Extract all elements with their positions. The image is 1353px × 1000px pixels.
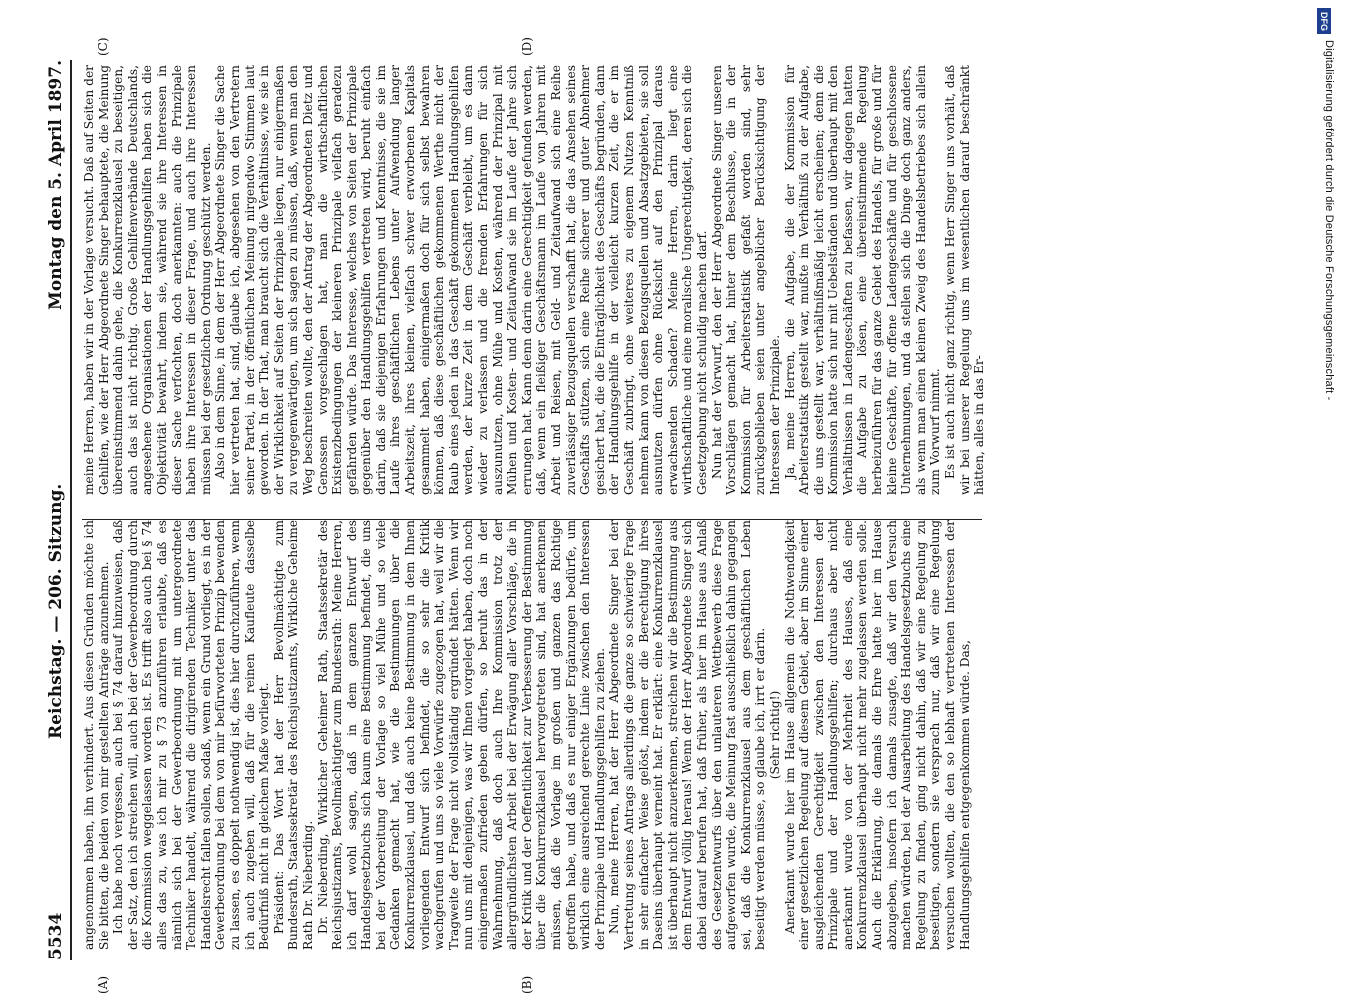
margin-marker-d: (D): [520, 37, 534, 56]
left-paragraph-4: Dr. Nieberding, Wirklicher Geheimer Rath, Staatssekretär des Reichsjustizamts, Bevollmächtigter zum Bundesrath: Meine Herren, ich darf wohl sagen, daß in dem ganzen Entwurf des Handelsgesetzbuchs sich kaum eine Bestimmung befindet, die uns bei der Vorbereitung der Vorlage so viel Mühe und so viele Gedanken gemacht hat, wie die Bestimmungen über die Konkurrenzklausel, und daß auch keine Bestimmung in dem Ihnen vorliegenden Entwurf sich befindet, die so sehr die Kritik wachgerufen und uns so viele Vorwürfe zugezogen hat, weil wir die Tragweite der Frage nicht vollständig ergründet hätten. Wenn wir nun uns mit denjenigen, was wir Ihnen vorgelegt haben, doch noch einigermaßen zufrieden geben dürfen, so beruht das in der Wahrnehmung, daß doch auch Ihre Kommission trotz der allergründlichsten Arbeit bei der Erwägung aller Vorschläge, die in der Kritik und der Oeffentlichkeit zur Verbesserung der Bestimmung über die Konkurrenzklausel hervorgetreten sind, hat anerkennen müssen, daß die Vorlage im großen und ganzen das Richtige getroffen habe, und daß es nur einiger Ergänzungen bedürfe, um wirklich eine ausreichend gerechte Linie zwischen den Interessen der Prinzipale und Handlungsgehilfen zu ziehen.: [315, 520, 607, 950]
margin-marker-a: (A): [96, 975, 110, 994]
left-paragraph-3: Präsident: Das Wort hat der Herr Bevollmächtigte zum Bundesrath, Staatssekretär des Reichsjustizamts, Wirkliche Geheime Rath Dr. Nieberding.: [271, 520, 315, 950]
left-paragraph-5: Nun, meine Herren, hat der Herr Abgeordnete Singer bei der Vertretung seines Antrags allerdings die ganze so schwierige Frage in sehr einfacher Weise gelöst, indem er die Berechtigung ihres Daseins überhaupt verneint hat. Er erklärt: eine Konkurrenzklausel ist überhaupt nicht anzuerkennen, streichen wir die Bestimmung aus dem Entwurf völlig heraus! Wenn der Herr Abgeordnete Singer sich dabei darauf berufen hat, daß früher, als hier im Hause aus Anlaß des Gesetzentwurfs über den unlauteren Wettbewerb diese Frage aufgeworfen wurde, die Meinung fast ausschließlich dahin gegangen sei, daß die Konkurrenzklausel aus dem geschäftlichen Leben beseitigt werden müsse, so glaube ich, irrt er darin.: [607, 520, 768, 950]
credit-text: Digitalisierung gefördert durch die Deutsche Forschungsgemeinschaft -: [1323, 40, 1335, 401]
right-paragraph-1: meine Herren, haben wir in der Vorlage versucht. Daß auf Seiten der Gehilfen, wie der Herr Abgeordnete Singer behauptete, die Meinung übereinstimmend dahin gehe, die Konkurrenzklausel zu beseitigen, auch das ist nicht richtig. Große Gehilfenverbände Deutschlands, angesehene Organisationen der Handlungsgehilfen haben sich die Objektivität bewahrt, indem sie, während sie ihre Interessen in dieser Sache verfochten, doch anerkannten: auch die Prinzipale haben ihre Interessen in dieser Frage, und auch ihre Interessen müssen bei der gesetzlichen Ordnung geschützt werden.: [82, 65, 213, 495]
header-rule: [70, 60, 72, 960]
right-column: [82, 65, 987, 495]
margin-marker-b: (B): [520, 975, 534, 994]
right-paragraph-5: Es ist auch nicht ganz richtig, wenn Herr Singer uns vorhält, daß wir bei unserer Regelung uns im wesentlichen darauf beschränkt hätten, alles in das Er-: [943, 65, 987, 495]
page-number: 5534: [46, 912, 66, 960]
dfg-logo: DFG: [1317, 8, 1331, 34]
left-interjection: (Sehr richtig!): [767, 690, 782, 780]
right-paragraph-4: Ja, meine Herren, die Aufgabe, die der Kommission für Arbeiterstatistik gestellt war, mußte im Verhältniß zu der Aufgabe, die uns gestellt war, verhältnißmäßig leicht erscheinen; denn die Kommission hatte sich nur mit Uebelständen und überhaupt mit den Verhältnissen in Ladengeschäften zu befassen, wir dagegen hatten die Aufgabe zu lösen, eine übereinstimmende Regelung herbeizuführen für das ganze Gebiet des Handels, für große und für kleine Geschäfte, für offene Ladengeschäfte und für geschlossene Unternehmungen, und da stellen sich die Dinge doch ganz anders, als wenn man einen kleinen Zweig des Handelsbetriebes sich allein zum Vorwurf nimmt.: [782, 65, 943, 495]
credit-strip: [1313, 0, 1343, 1000]
left-column: [82, 520, 982, 950]
right-paragraph-3: Nun hat der Vorwurf, den der Herr Abgeordnete Singer unseren Vorschlägen gemacht hat, hinter dem Beschlusse, die in der Kommission für Arbeiterstatistik gefaßt worden sind, sehr zurückgeblieben seien unter angeblicher Berücksichtigung der Interessen der Prinzipale.: [709, 65, 782, 495]
margin-marker-c: (C): [96, 37, 110, 56]
right-paragraph-2: Also in dem Sinne, in dem der Herr Abgeordnete Singer die Sache hier vertreten hat, sind, glaube ich, abgesehen von den Vertretern seiner Partei, in der öffentlichen Meinung nirgendwo Stimmen laut geworden. In der That, man braucht sich die Verhältnisse, wie sie in der Wirklichkeit auf Seiten der Prinzipale liegen, nur einigermaßen zu vergegenwärtigen, um sich sagen zu müssen, daß, wenn man den Weg beschreiten wollte, den der Antrag der Abgeordneten Dietz und Genossen vorgeschlagen hat, man die wirthschaftlichen Existenzbedingungen der kleineren Prinzipale vielfach geradezu gefährden würde. Das Interesse, welches von Seiten der Prinzipale gegenüber den Handlungsgehilfen vertreten wird, beruht einfach darin, daß sie diejenigen Erfahrungen und Kenntnisse, die sie im Laufe ihres geschäftlichen Lebens unter Aufwendung langer Arbeitszeit, ihres kleinen, vielfach schwer erworbenen Kapitals gesammelt haben, einigermaßen doch für sich selbst bewahren können, daß diese geschäftlichen gekommenen Werthe nicht der Raub eines jeden in das Geschäft gekommenen Handlungsgehilfen werden, der kurze Zeit in dem Geschäft verbleibt, um es dann wieder zu verlassen und die fremden Erfahrungen für sich auszunutzen, ohne Mühe und Kosten, während der Prinzipal mit Mühen und Kosten- und Zeitaufwand sie im Laufe der Jahre sich errungen hat. Kann denn darin eine Gerechtigkeit gefunden werden, daß, wenn ein fleißiger Geschäftsmann im Laufe von Jahren mit Arbeit und Reisen, mit Geld- und Zeitaufwand sich eine Reihe zuverlässiger Bezugsquellen verschafft hat, die das Ansehen seines Geschäfts stützen, sich eine Reihe sicherer und guter Abnehmer gesichert hat, die die Einträglichkeit des Geschäfts begründen, dann der Handlungsgehilfe in der vielleicht kurzen Zeit, die er im Geschäft zubringt, ohne weiteres zu eigenem Nutzen Kenntniß nehmen kann von diesen Bezugsquellen und Absatzgebieten, sie soll ausnutzen dürfen ohne Rücksicht auf den Prinzipal daraus erwachsenden Schaden? Meine Herren, darin liegt eine wirthschaftliche und eine moralische Ungerechtigkeit, deren sich die Gesetzgebung nicht schuldig machen darf.: [213, 65, 709, 495]
left-paragraph-2: Ich habe noch vergessen, auch bei § 74 darauf hinzuweisen, daß der Satz, den ich streichen will, auch bei der Gewerbeordnung durch die Kommission weggelassen worden ist. Es trifft also auch bei § 74 alles das zu, was ich mir zu § 73 anzuführen erlaubte, daß es nämlich sich bei der Gewerbeordnung mit um untergeordnete Techniker handelt, während die dirigirenden Techniker unter das Handelsrecht fallen sollen, sodaß, wenn ein Grund vorliegt, es in der Gewerbeordnung bei dem von mir befürworteten Prinzip bewenden zu lassen, es doppelt nothwendig ist, dies hier durchzuführen, wenn ich auch zugeben will, daß für die reinen Kaufleute dasselbe Bedürfniß nicht in gleichem Maße vorliegt.: [111, 520, 272, 950]
left-paragraph-1: angenommen haben, ihn verhindert. Aus diesen Gründen möchte ich Sie bitten, die beiden von mir gestellten Anträge anzunehmen.: [82, 520, 111, 950]
page-header: [40, 60, 66, 960]
left-paragraph-7: Anerkannt wurde hier im Hause allgemein die Nothwendigkeit einer gesetzlichen Regelung auf diesem Gebiet, aber im Sinne einer ausgleichenden Gerechtigkeit zwischen den Interessen der Prinzipale und der Handlungsgehilfen; durchaus aber nicht anerkannt wurde von der Mehrheit des Hauses, daß eine Konkurrenzklausel überhaupt nicht mehr zugelassen werden solle. Auch die Erklärung, die damals die Ehre hatte hier im Hause abzugeben, insofern ich damals zusagte, daß wir den Versuch machen würden, bei der Ausarbeitung des Handelsgesetzbuchs eine Regelung zu finden, ging nicht dahin, daß wir eine Regelung zu beseitigen, sondern sie versprach nur, daß wir eine Regelung versuchen wollten, die den so lebhaft vertretenen Interessen der Handlungsgehilfen entgegenkommen würde. Das,: [782, 520, 972, 950]
session-title: Reichstag. — 206. Sitzung.: [46, 483, 66, 739]
session-date: Montag den 5. April 1897.: [46, 60, 66, 310]
column-divider: [82, 519, 982, 520]
